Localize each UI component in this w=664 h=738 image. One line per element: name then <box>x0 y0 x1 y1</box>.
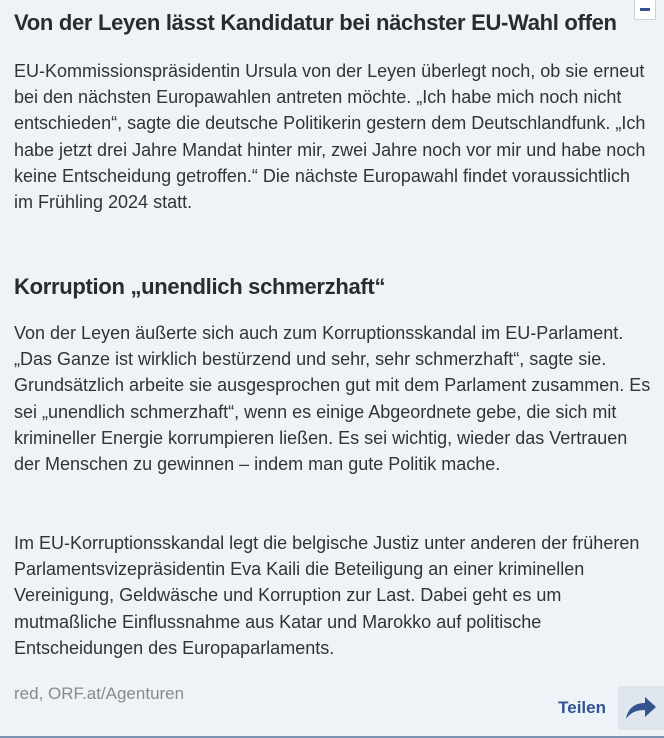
article-source: red, ORF.at/Agenturen <box>14 684 185 703</box>
article-headline: Von der Leyen lässt Kandidatur bei nächster EU-Wahl offen <box>14 10 617 35</box>
article-subheadline: Korruption „unendlich schmerzhaft“ <box>14 274 386 299</box>
article-paragraph-3: Im EU-Korruptionsskandal legt die belgische Justiz unter anderen der früheren Parlamentsvizepräsidentin Eva Kaili die Beteiligung an einer kriminellen Vereinigung, Geldwäsche und Korruption zur Last. Dabei geht es um mutmaßliche Einflussnahme aus Katar und Marokko auf politische Entscheidungen des Europaparlaments. <box>14 533 640 658</box>
minus-icon <box>640 8 650 11</box>
share-label: Teilen <box>558 698 606 717</box>
share-arrow-icon[interactable] <box>618 686 664 730</box>
article-paragraph-2: Von der Leyen äußerte sich auch zum Korruptionsskandal im EU-Parlament. „Das Ganze ist wirklich bestürzend und sehr, sehr schmerzhaft“, sagte sie. Grundsätzlich arbeite sie ausgesprochen gut mit dem Parlament zusammen. Es sei „unendlich schmerzhaft“, wenn es einige Abgeordnete gebe, die sich mit krimineller Energie korrumpieren ließen. Es sei wichtig, wieder das Vertrauen der Menschen zu gewinnen – indem man gute Politik mache. <box>14 323 651 475</box>
collapse-button[interactable] <box>634 0 656 20</box>
article-paragraph-1: EU-Kommissionspräsidentin Ursula von der Leyen überlegt noch, ob sie erneut bei den nächsten Europawahlen antreten möchte. „Ich habe mich noch nicht entschieden“, sagte die deutsche Politikerin gestern dem Deutschlandfunk. „Ich habe jetzt drei Jahre Mandat hinter mir, zwei Jahre noch vor mir und habe noch keine Entscheidung getroffen.“ Die nächste Europawahl findet voraussichtlich im Frühling 2024 statt. <box>14 61 646 213</box>
share-button[interactable] <box>558 686 664 730</box>
